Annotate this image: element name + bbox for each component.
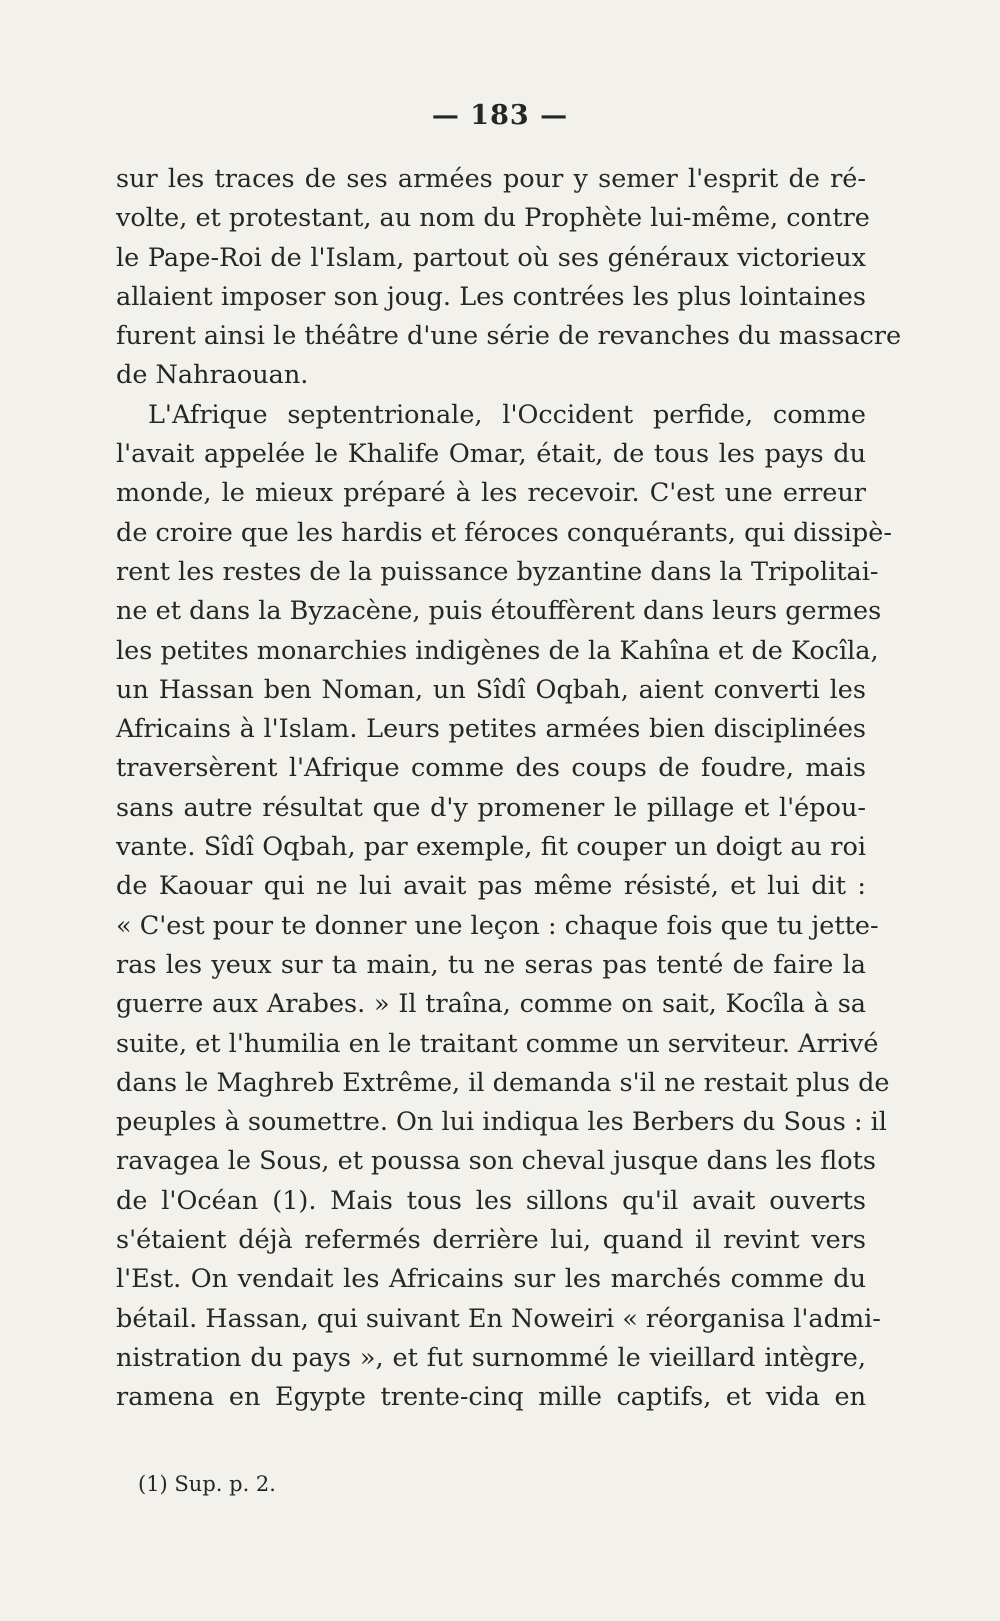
text-line: dans le Maghreb Extrême, il demanda s'il ne restait plus de: [116, 1067, 890, 1098]
text-line: s'étaient déjà refermés derrière lui, quand il revint vers: [116, 1225, 866, 1256]
text-line: les petites monarchies indigènes de la Kahîna et de Kocîla,: [116, 635, 879, 666]
text-line: furent ainsi le théâtre d'une série de revanches du massacre: [116, 321, 902, 352]
text-line: sur les traces de ses armées pour y semer l'esprit de ré-: [116, 164, 866, 194]
text-line: nistration du pays », et fut surnommé le vieillard intègre,: [116, 1342, 866, 1373]
text-line: ras les yeux sur ta main, tu ne seras pas tenté de faire la: [116, 949, 866, 980]
text-line: de Nahraouan.: [116, 360, 309, 391]
text-line: le Pape-Roi de l'Islam, partout où ses généraux victorieux: [116, 242, 866, 273]
text-line: bétail. Hassan, qui suivant En Noweiri « réorganisa l'admi-: [116, 1303, 881, 1334]
text-line: allaient imposer son joug. Les contrées les plus lointaines: [116, 281, 866, 312]
page-number: — 183 —: [431, 100, 569, 131]
text-line: traversèrent l'Afrique comme des coups de foudre, mais: [116, 753, 866, 784]
text-line: de Kaouar qui ne lui avait pas même résisté, et lui dit :: [116, 871, 866, 902]
text-line: ravagea le Sous, et poussa son cheval jusque dans les flots: [116, 1146, 876, 1177]
text-line: un Hassan ben Noman, un Sîdî Oqbah, aient converti les: [116, 674, 866, 705]
footnote: (1) Sup. p. 2.: [138, 1472, 276, 1496]
text-line: ramena en Egypte trente-cinq mille captifs, et vida en: [116, 1382, 866, 1413]
text-line: volte, et protestant, au nom du Prophète lui-même, contre: [116, 203, 870, 234]
text-line: monde, le mieux préparé à les recevoir. C'est une erreur: [116, 478, 866, 509]
text-line: sans autre résultat que d'y promener le pillage et l'épou-: [116, 792, 866, 823]
text-line: ne et dans la Byzacène, puis étouffèrent dans leurs germes: [116, 596, 882, 627]
text-line: rent les restes de la puissance byzantine dans la Tripolitai-: [116, 556, 879, 587]
text-line: « C'est pour te donner une leçon : chaque fois que tu jette-: [116, 910, 879, 941]
text-line: Africains à l'Islam. Leurs petites armées bien disciplinées: [116, 714, 866, 745]
text-line: L'Afrique septentrionale, l'Occident perfide, comme: [148, 399, 866, 430]
text-line: peuples à soumettre. On lui indiqua les Berbers du Sous : il: [116, 1107, 887, 1138]
text-line: l'Est. On vendait les Africains sur les marchés comme du: [116, 1264, 866, 1295]
text-line: vante. Sîdî Oqbah, par exemple, fit couper un doigt au roi: [116, 832, 866, 863]
text-line: de l'Océan (1). Mais tous les sillons qu'il avait ouverts: [116, 1185, 866, 1216]
text-line: l'avait appelée le Khalife Omar, était, de tous les pays du: [116, 439, 866, 470]
text-line: guerre aux Arabes. » Il traîna, comme on sait, Kocîla à sa: [116, 989, 866, 1020]
body-text: [116, 160, 902, 1418]
text-line: suite, et l'humilia en le traitant comme un serviteur. Arrivé: [116, 1028, 879, 1059]
text-line: de croire que les hardis et féroces conquérants, qui dissipè-: [116, 517, 892, 548]
